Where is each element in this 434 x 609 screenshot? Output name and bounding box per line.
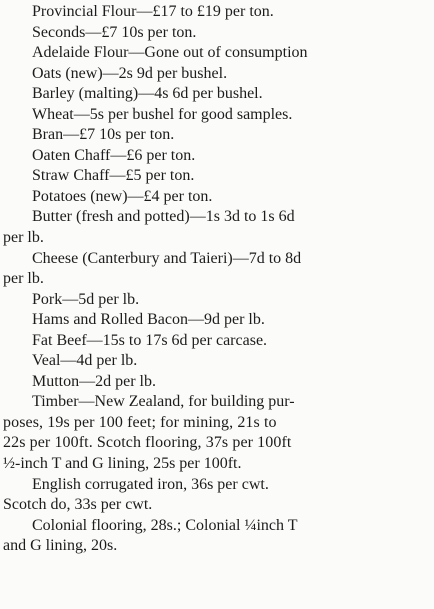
text-line: Oaten Chaff—£6 per ton.: [32, 146, 196, 164]
text-line: Scotch do, 33s per cwt.: [3, 496, 153, 514]
text-line: Timber—New Zealand, for building pur-: [32, 393, 295, 411]
text-line: per lb.: [3, 270, 44, 288]
text-line: Fat Beef—15s to 17s 6d per carcase.: [32, 331, 268, 349]
text-line: per lb.: [3, 229, 44, 247]
text-line: Pork—5d per lb.: [32, 290, 140, 308]
text-line: Wheat—5s per bushel for good samples.: [32, 105, 293, 123]
text-line: ½-inch T and G lining, 25s per 100ft.: [3, 455, 242, 473]
text-line: Hams and Rolled Bacon—9d per lb.: [32, 311, 265, 329]
text-line: Provincial Flour—£17 to £19 per ton.: [32, 3, 274, 20]
text-line: Colonial flooring, 28s.; Colonial ¼inch T: [32, 516, 298, 534]
text-line: Adelaide Flour—Gone out of consumption: [32, 44, 308, 62]
text-line: English corrugated iron, 36s per cwt.: [32, 475, 269, 493]
text-line: Barley (malting)—4s 6d per bushel.: [32, 85, 263, 103]
text-line: Oats (new)—2s 9d per bushel.: [32, 64, 228, 82]
text-line: and G lining, 20s.: [3, 537, 118, 555]
text-line: Mutton—2d per lb.: [32, 372, 156, 390]
text-line: Veal—4d per lb.: [32, 352, 138, 370]
text-line: Butter (fresh and potted)—1s 3d to 1s 6d: [32, 208, 295, 226]
text-line: poses, 19s per 100 feet; for mining, 21s to: [3, 413, 277, 431]
text-line: Straw Chaff—£5 per ton.: [32, 167, 195, 185]
text-line: Cheese (Canterbury and Taieri)—7d to 8d: [32, 249, 302, 267]
text-line: Bran—£7 10s per ton.: [32, 126, 175, 144]
text-line: Seconds—£7 10s per ton.: [32, 23, 197, 41]
text-line: 22s per 100ft. Scotch flooring, 37s per 100ft: [3, 434, 292, 452]
text-line: Potatoes (new)—£4 per ton.: [32, 187, 213, 205]
